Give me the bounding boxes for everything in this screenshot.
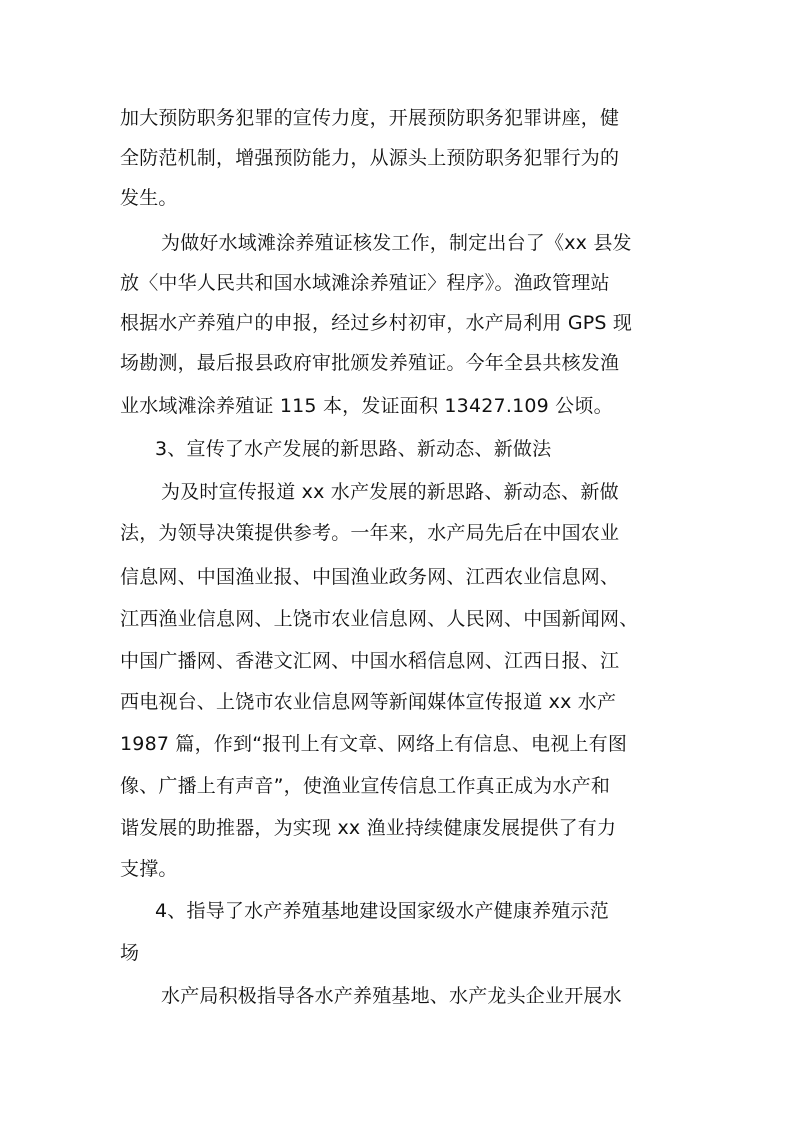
body-text-line: 为及时宣传报道 xx 水产发展的新思路、新动态、新做 <box>161 481 619 503</box>
body-text-line: 加大预防职务犯罪的宣传力度，开展预防职务犯罪讲座，健 <box>120 107 620 129</box>
body-text-line: 西电视台、上饶市农业信息网等新闻媒体宣传报道 xx 水产 <box>120 691 617 713</box>
body-text-line: 支撑。 <box>120 858 178 880</box>
body-text-line: 放〈中华人民共和国水域滩涂养殖证〉程序》。渔政管理站 <box>120 272 610 294</box>
body-text-line: 水产局积极指导各水产养殖基地、水产龙头企业开展水 <box>161 985 622 1007</box>
body-text-line: 根据水产养殖户的申报，经过乡村初审，水产局利用 GPS 现 <box>120 312 633 334</box>
body-text-line: 谐发展的助推器，为实现 xx 渔业持续健康发展提供了有力 <box>120 817 617 839</box>
body-text-line: 场勘测，最后报县政府审批颁发养殖证。今年全县共核发渔 <box>120 352 620 374</box>
body-text-line: 信息网、中国渔业报、中国渔业政务网、江西农业信息网、 <box>120 566 620 588</box>
body-text-line: 像、广播上有声音”，使渔业宣传信息工作真正成为水产和 <box>120 775 611 797</box>
section-heading: 3、宣传了水产发展的新思路、新动态、新做法 <box>155 438 552 460</box>
section-heading: 4、指导了水产养殖基地建设国家级水产健康养殖示范 <box>155 900 609 922</box>
section-heading-continued: 场 <box>120 942 140 964</box>
body-text-line: 1987 篇，作到“报刊上有文章、网络上有信息、电视上有图 <box>120 733 628 755</box>
body-text-line: 江西渔业信息网、上饶市农业信息网、人民网、中国新闻网、 <box>120 608 639 630</box>
body-text-line: 发生。 <box>120 187 178 209</box>
body-text-line: 业水域滩涂养殖证 115 本，发证面积 13427.109 公顷。 <box>120 395 613 417</box>
body-text-line: 全防范机制，增强预防能力，从源头上预防职务犯罪行为的 <box>120 147 620 169</box>
body-text-line: 中国广播网、香港文汇网、中国水稻信息网、江西日报、江 <box>120 650 620 672</box>
body-text-line: 为做好水域滩涂养殖证核发工作，制定出台了《xx 县发 <box>161 232 632 254</box>
body-text-line: 法，为领导决策提供参考。一年来，水产局先后在中国农业 <box>120 522 620 544</box>
